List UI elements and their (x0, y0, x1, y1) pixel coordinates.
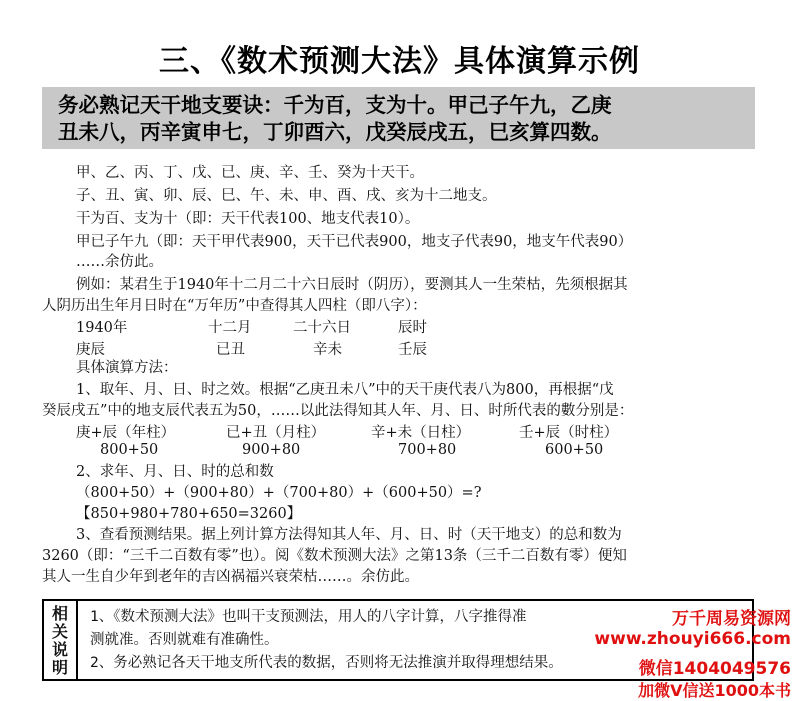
pillar-label-hour: 壬+辰（时柱） (519, 425, 619, 441)
birth-month: 十二月 (208, 320, 252, 336)
page-title: 三、《数术预测大法》具体演算示例 (159, 44, 640, 79)
notes-tag-char-1: 相 (51, 604, 68, 623)
pillar-year: 庚辰 (76, 342, 105, 358)
pillar-month: 已丑 (216, 342, 245, 358)
paragraph-jiaji: 甲已子午九（即：天干甲代表900，天干已代表900，地支子代表90，地支午代表90） (76, 234, 633, 250)
birth-day: 二十六日 (293, 320, 351, 336)
paragraph-stems: 甲、乙、丙、丁、戊、已、庚、辛、壬、癸为十天干。 (76, 165, 424, 181)
banner-line-1: 务必熟记天干地支要诀：千为百，支为十。甲己子午九，乙庚 (58, 93, 612, 117)
step-3-line-2: 3260（即：“三千二百数有零”也）。阅《数术预测大法》之第13条（三千二百数有零）便知 (42, 548, 627, 564)
step-3-line-1: 3、查看预测结果。据上列计算方法得知其人年、月、日、时（天干地支）的总和数为 (76, 527, 622, 543)
sum-result: 【850+980+780+650=3260】 (76, 506, 302, 522)
watermark-wechat: 微信1404049576 (638, 659, 791, 679)
notes-tag (44, 601, 78, 679)
sum-formula: （800+50）+（900+80）+（700+80）+（600+50）=? (76, 485, 482, 501)
notes-tag-char-3: 说 (51, 640, 68, 659)
paragraph-etc: ……余仿此。 (76, 254, 163, 270)
watermark-url: www.zhouyi666.com (594, 629, 791, 649)
note-line-1: 1、《数术预测大法》也叫干支预测法，用人的八字计算，八字推得准 (90, 609, 527, 625)
pillar-label-month: 已+丑（月柱） (226, 425, 326, 441)
watermark-site-name: 万千周易资源网 (672, 609, 791, 629)
mnemonic-banner (42, 87, 755, 149)
method-heading: 具体演算方法： (76, 360, 178, 376)
birth-hour: 辰时 (398, 320, 427, 336)
step-2: 2、求年、月、日、时的总和数 (76, 464, 274, 480)
pillar-value-hour: 600+50 (545, 442, 604, 458)
paragraph-branches: 子、丑、寅、卯、辰、巳、午、未、申、酉、戌、亥为十二地支。 (76, 188, 497, 204)
step-3-line-3: 其人一生自少年到老年的吉凶祸福兴衰荣枯……。余仿此。 (42, 569, 419, 585)
pillar-value-year: 800+50 (100, 442, 159, 458)
step-1-line-1: 1、取年、月、日、时之效。根据“乙庚丑未八”中的天干庚代表八为800，再根据“戊 (76, 382, 614, 398)
note-line-2: 测就准。否则就难有准确性。 (90, 632, 279, 648)
notes-tag-char-2: 关 (51, 622, 68, 641)
birth-year: 1940年 (76, 320, 128, 336)
paragraph-example-1: 例如：某君生于1940年十二月二十六日辰时（阴历），要测其人一生荣枯，先须根据其 (76, 277, 628, 293)
watermark-promo: 加微V信送1000本书 (638, 681, 791, 700)
pillar-day: 辛未 (313, 342, 342, 358)
pillar-value-month: 900+80 (242, 442, 301, 458)
pillar-value-day: 700+80 (398, 442, 457, 458)
step-1-line-2: 癸辰戌五”中的地支辰代表五为50，……以此法得知其人年、月、日、时所代表的數分别是： (42, 403, 634, 419)
notes-tag-char-4: 明 (51, 658, 68, 677)
paragraph-example-2: 人阴历出生年月日时在“万年历”中查得其人四柱（即八字）： (42, 298, 427, 314)
pillar-label-day: 辛+未（日柱） (371, 425, 471, 441)
banner-line-2: 丑未八，丙辛寅申七，丁卯酉六，戊癸辰戌五，巳亥算四数。 (58, 120, 612, 144)
note-line-3: 2、务必熟记各天干地支所代表的数据，否则将无法推演并取得理想结果。 (90, 655, 563, 671)
paragraph-rule: 干为百、支为十（即：天干代表100、地支代表10）。 (76, 211, 420, 227)
pillar-hour: 壬辰 (398, 342, 427, 358)
pillar-label-year: 庚+辰（年柱） (76, 425, 176, 441)
